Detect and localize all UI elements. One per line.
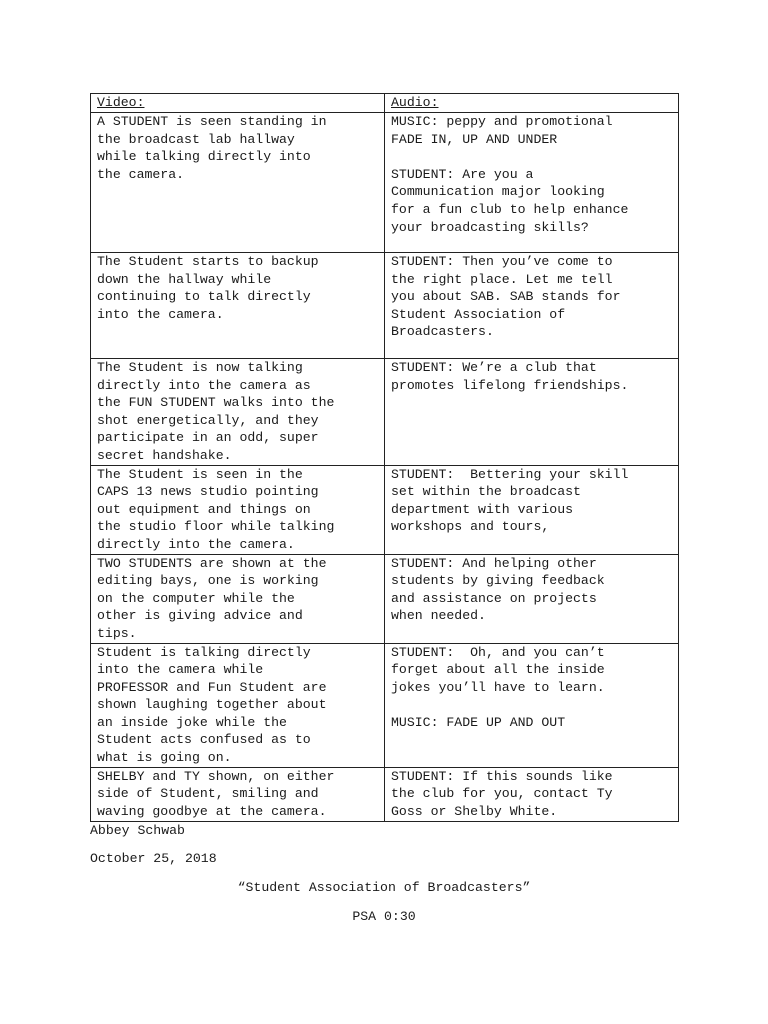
- audio-cell: STUDENT: Oh, and you can’t forget about all the inside jokes you’ll have to learn. MUSIC: FADE UP AND OUT: [385, 643, 679, 767]
- audio-header-label: Audio:: [391, 95, 439, 110]
- av-script-table: [90, 93, 679, 822]
- script-title: “Student Association of Broadcasters”: [237, 880, 531, 895]
- audio-cell: STUDENT: Then you’ve come to the right place. Let me tell you about SAB. SAB stands for Student Association of Broadcasters.: [385, 253, 679, 359]
- audio-cell: STUDENT: And helping other students by giving feedback and assistance on projects when needed.: [385, 554, 679, 643]
- video-cell: TWO STUDENTS are shown at the editing bays, one is working on the computer while the other is giving advice and tips.: [91, 554, 385, 643]
- video-cell: The Student starts to backup down the hallway while continuing to talk directly into the camera.: [91, 253, 385, 359]
- table-row: [91, 767, 679, 821]
- table-row: [91, 554, 679, 643]
- table-row: [91, 359, 679, 466]
- video-cell: The Student is seen in the CAPS 13 news studio pointing out equipment and things on the studio floor while talking directly into the camera.: [91, 465, 385, 554]
- table-header-row: [91, 94, 679, 113]
- video-cell: The Student is now talking directly into the camera as the FUN STUDENT walks into the shot energetically, and they participate in an odd, super secret handshake.: [91, 359, 385, 466]
- audio-cell: STUDENT: If this sounds like the club for you, contact Ty Goss or Shelby White.: [385, 767, 679, 821]
- video-header-label: Video:: [97, 95, 145, 110]
- psa-duration: PSA 0:30: [352, 909, 416, 924]
- audio-cell: MUSIC: peppy and promotional FADE IN, UP AND UNDER STUDENT: Are you a Communication major looking for a fun club to help enhance your broadcasting skills?: [385, 113, 679, 253]
- script-date: October 25, 2018: [90, 851, 217, 866]
- table-row: [91, 113, 679, 253]
- audio-column-header: [385, 94, 679, 113]
- video-cell: Student is talking directly into the camera while PROFESSOR and Fun Student are shown laughing together about an inside joke while the Student acts confused as to what is going on.: [91, 643, 385, 767]
- table-row: [91, 643, 679, 767]
- author-name: Abbey Schwab: [90, 823, 185, 838]
- audio-cell: STUDENT: We’re a club that promotes lifelong friendships.: [385, 359, 679, 466]
- table-row: [91, 253, 679, 359]
- audio-cell: STUDENT: Bettering your skill set within the broadcast department with various workshops and tours,: [385, 465, 679, 554]
- video-cell: SHELBY and TY shown, on either side of Student, smiling and waving goodbye at the camera.: [91, 767, 385, 821]
- table-row: [91, 465, 679, 554]
- video-cell: A STUDENT is seen standing in the broadcast lab hallway while talking directly into the camera.: [91, 113, 385, 253]
- video-column-header: [91, 94, 385, 113]
